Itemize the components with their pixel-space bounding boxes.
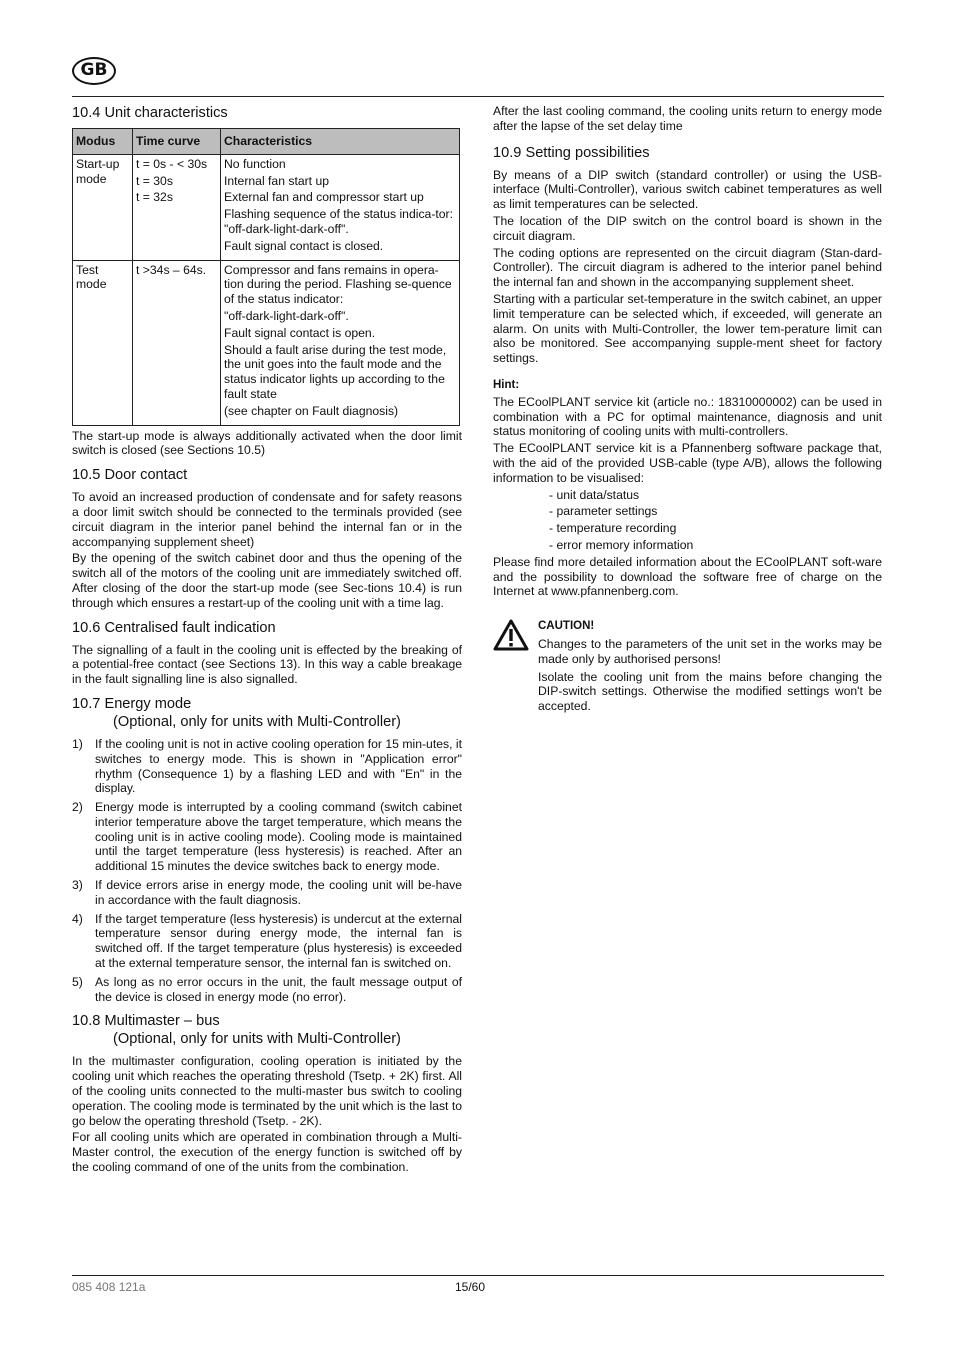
heading-title: 10.7 Energy mode (72, 695, 192, 712)
paragraph: By means of a DIP switch (standard controller) or using the USB-interface (Multi-Controller), various switch cabinet temperatures as well as limit temperatures can be selected. (493, 167, 882, 212)
time-value: t = 0s - < 30s (136, 156, 208, 171)
time-value: t = 32s (136, 190, 173, 205)
time-value: t >34s – 64s. (136, 262, 207, 277)
paragraph: The signalling of a fault in the cooling unit is effected by the breaking of a potential-free contact (see Sections 13). In this way a cable breakage in the fault signalling line is also signalled. (72, 642, 462, 687)
section-10-7 (72, 695, 462, 1005)
heading-subtitle: (Optional, only for units with Multi-Controller) (113, 713, 401, 730)
caution-title: CAUTION! (538, 620, 595, 633)
cell-mode: Start-up mode (73, 154, 133, 260)
list-number: 2) (72, 800, 83, 815)
header-time-curve: Time curve (133, 129, 221, 155)
characteristic-line: Fault signal contact is closed. (224, 238, 384, 253)
paragraph: The ECoolPLANT service kit (article no.: 18310000002) can be used in combination with a PC for optimal maintenance, diagnosis and unit status monitoring of cooling units with multi-controllers. (493, 394, 882, 439)
paragraph: The ECoolPLANT service kit is a Pfannenberg software package that, with the aid of the provided USB-cable (type A/B), allows the following information to be visualised: (493, 441, 882, 485)
characteristic-line: "off-dark-light-dark-off". (224, 308, 349, 323)
characteristic-line: Flashing sequence of the status indica-tor: "off-dark-light-dark-off". (224, 207, 453, 236)
paragraph: Isolate the cooling unit from the mains before changing the DIP-switch settings. Otherwise the modified settings won't be accepted. (538, 669, 882, 714)
cell-characteristics (221, 260, 460, 425)
list-item (72, 878, 462, 908)
list-number: 5) (72, 974, 83, 989)
characteristic-line: Should a fault arise during the test mode, the unit goes into the fault mode and the status indicator lights up according to the fault state (224, 342, 447, 401)
paragraph: Please find more detailed information about the ECoolPLANT soft-ware and the possibility to download the software free of charge on the Internet at www.pfannenberg.com. (493, 554, 882, 599)
list-item (72, 912, 462, 971)
cell-characteristics (221, 154, 460, 260)
page-number: 15/60 (455, 1280, 486, 1294)
header-rule (72, 96, 884, 97)
heading-subtitle: (Optional, only for units with Multi-Controller) (113, 1031, 401, 1048)
section-10-5 (72, 466, 462, 610)
section-10-9 (493, 144, 882, 600)
section-10-4-heading: 10.4 Unit characteristics (72, 105, 228, 121)
paragraph: For all cooling units which are operated in combination through a Multi-Master control, the execution of the energy function is switched off by the cooling command of one of the units from the combination. (72, 1130, 462, 1175)
list-item (72, 737, 462, 796)
list-item (72, 975, 462, 1005)
table-row (73, 260, 460, 425)
cell-mode: Test mode (73, 260, 133, 425)
list-item: - unit data/status (549, 487, 640, 502)
hint-label: Hint: (493, 378, 520, 391)
cell-times (133, 260, 221, 425)
characteristic-line: External fan and compressor start up (224, 190, 424, 205)
section-10-6-heading: 10.6 Centralised fault indication (72, 619, 276, 636)
warning-icon (493, 619, 529, 655)
list-item: - error memory information (549, 537, 694, 552)
visualised-info-list (493, 488, 882, 553)
left-column (72, 104, 462, 1177)
section-10-8-heading (72, 1012, 462, 1048)
paragraph: By the opening of the switch cabinet door and thus the opening of the switch all of the motors of the cooling unit are immediately switched off. After closing of the door the start-up mode (see Sec-tions 10.4) is run through which ensures a restart-up of the cooling unit with a time lag. (72, 551, 462, 610)
list-number: 1) (72, 736, 83, 751)
list-text: If the cooling unit is not in active cooling operation for 15 min-utes, it switches to energy mode. This is shown in "Application error" rhythm (Consequence 1) by a flashing LED and with "En" in the display. (95, 736, 462, 796)
energy-mode-list (72, 737, 462, 1005)
unit-characteristics-table (72, 128, 460, 426)
section-10-5-heading: 10.5 Door contact (72, 467, 188, 484)
paragraph: To avoid an increased production of condensate and for safety reasons a door limit switch should be connected to the terminals provided (see circuit diagram in the interior panel behind the internal fan or in the accompanying supplement sheet) (72, 490, 462, 549)
list-number: 3) (72, 878, 83, 893)
start-up-note: The start-up mode is always additionally activated when the door limit switch is closed (see Sections 10.5) (72, 428, 462, 458)
paragraph: Changes to the parameters of the unit set in the works may be made only by authorised persons! (538, 636, 882, 666)
caution-box (493, 619, 882, 714)
list-text: As long as no error occurs in the unit, the fault message output of the device is closed in energy mode (no error). (95, 974, 462, 1004)
section-10-9-heading: 10.9 Setting possibilities (493, 144, 650, 161)
section-10-8 (72, 1012, 462, 1174)
table-header-row (73, 129, 460, 155)
list-item (72, 800, 462, 874)
document-number: 085 408 121a (72, 1280, 146, 1294)
paragraph: The coding options are represented on the circuit diagram (Stan-dard-Controller). The circuit diagram is adhered to the interior panel behind the internal fan and shown in the accompanying supplement sheet. (493, 245, 882, 290)
section-10-6 (72, 619, 462, 687)
footer-rule (72, 1275, 884, 1276)
list-number: 4) (72, 911, 83, 926)
characteristic-line: No function (224, 156, 286, 171)
characteristic-line: (see chapter on Fault diagnosis) (224, 403, 399, 418)
paragraph: After the last cooling command, the cooling units return to energy mode after the lapse of the set delay time (493, 104, 882, 133)
header-characteristics: Characteristics (221, 129, 460, 155)
list-text: If device errors arise in energy mode, the cooling unit will be-have in accordance with the fault diagnosis. (95, 878, 462, 907)
cell-times (133, 154, 221, 260)
list-text: If the target temperature (less hysteresis) is undercut at the external temperature sensor during energy mode, the internal fan is switched off. If the target temperature (plus hysteresis) is exceeded at the external temperature sensor, the internal fan is switched on. (95, 911, 462, 971)
characteristic-line: Fault signal contact is open. (224, 325, 376, 340)
table-row (73, 154, 460, 260)
paragraph: The location of the DIP switch on the control board is shown in the circuit diagram. (493, 213, 882, 243)
header-modus: Modus (73, 129, 133, 155)
right-column (493, 104, 882, 716)
list-item: - temperature recording (549, 521, 677, 536)
language-badge: GB (72, 57, 116, 85)
time-value: t = 30s (136, 173, 173, 188)
characteristic-line: Compressor and fans remains in opera-tion during the period. Flashing se-quence of the status indicator: (224, 262, 452, 307)
characteristic-line: Internal fan start up (224, 173, 330, 188)
heading-title: 10.8 Multimaster – bus (72, 1013, 220, 1030)
section-10-7-heading (72, 695, 462, 731)
paragraph: In the multimaster configuration, cooling operation is initiated by the cooling unit which reaches the operating threshold (Tsetp. + 2K) first. All of the cooling units connected to the multi-master bus switch to cooling operation. The cooling mode is terminated by the unit which is the last to go below the operating threshold (Tsetp. - 2K). (72, 1054, 462, 1128)
list-text: Energy mode is interrupted by a cooling command (switch cabinet interior temperature above the target temperature, which means the cooling unit is in active cooling mode). Cooling mode is maintained until the target temperature (less hysteresis) is reached. After an additional 15 minutes the device switches back to energy mode. (95, 800, 462, 874)
list-item: - parameter settings (549, 504, 658, 519)
paragraph: Starting with a particular set-temperature in the switch cabinet, an upper limit temperature can be selected which, if exceeded, will generate an alarm. On units with Multi-Controller, the lower tem-perature limit can also be monitored. See accompanying supple-ment sheet for factory settings. (493, 291, 882, 366)
